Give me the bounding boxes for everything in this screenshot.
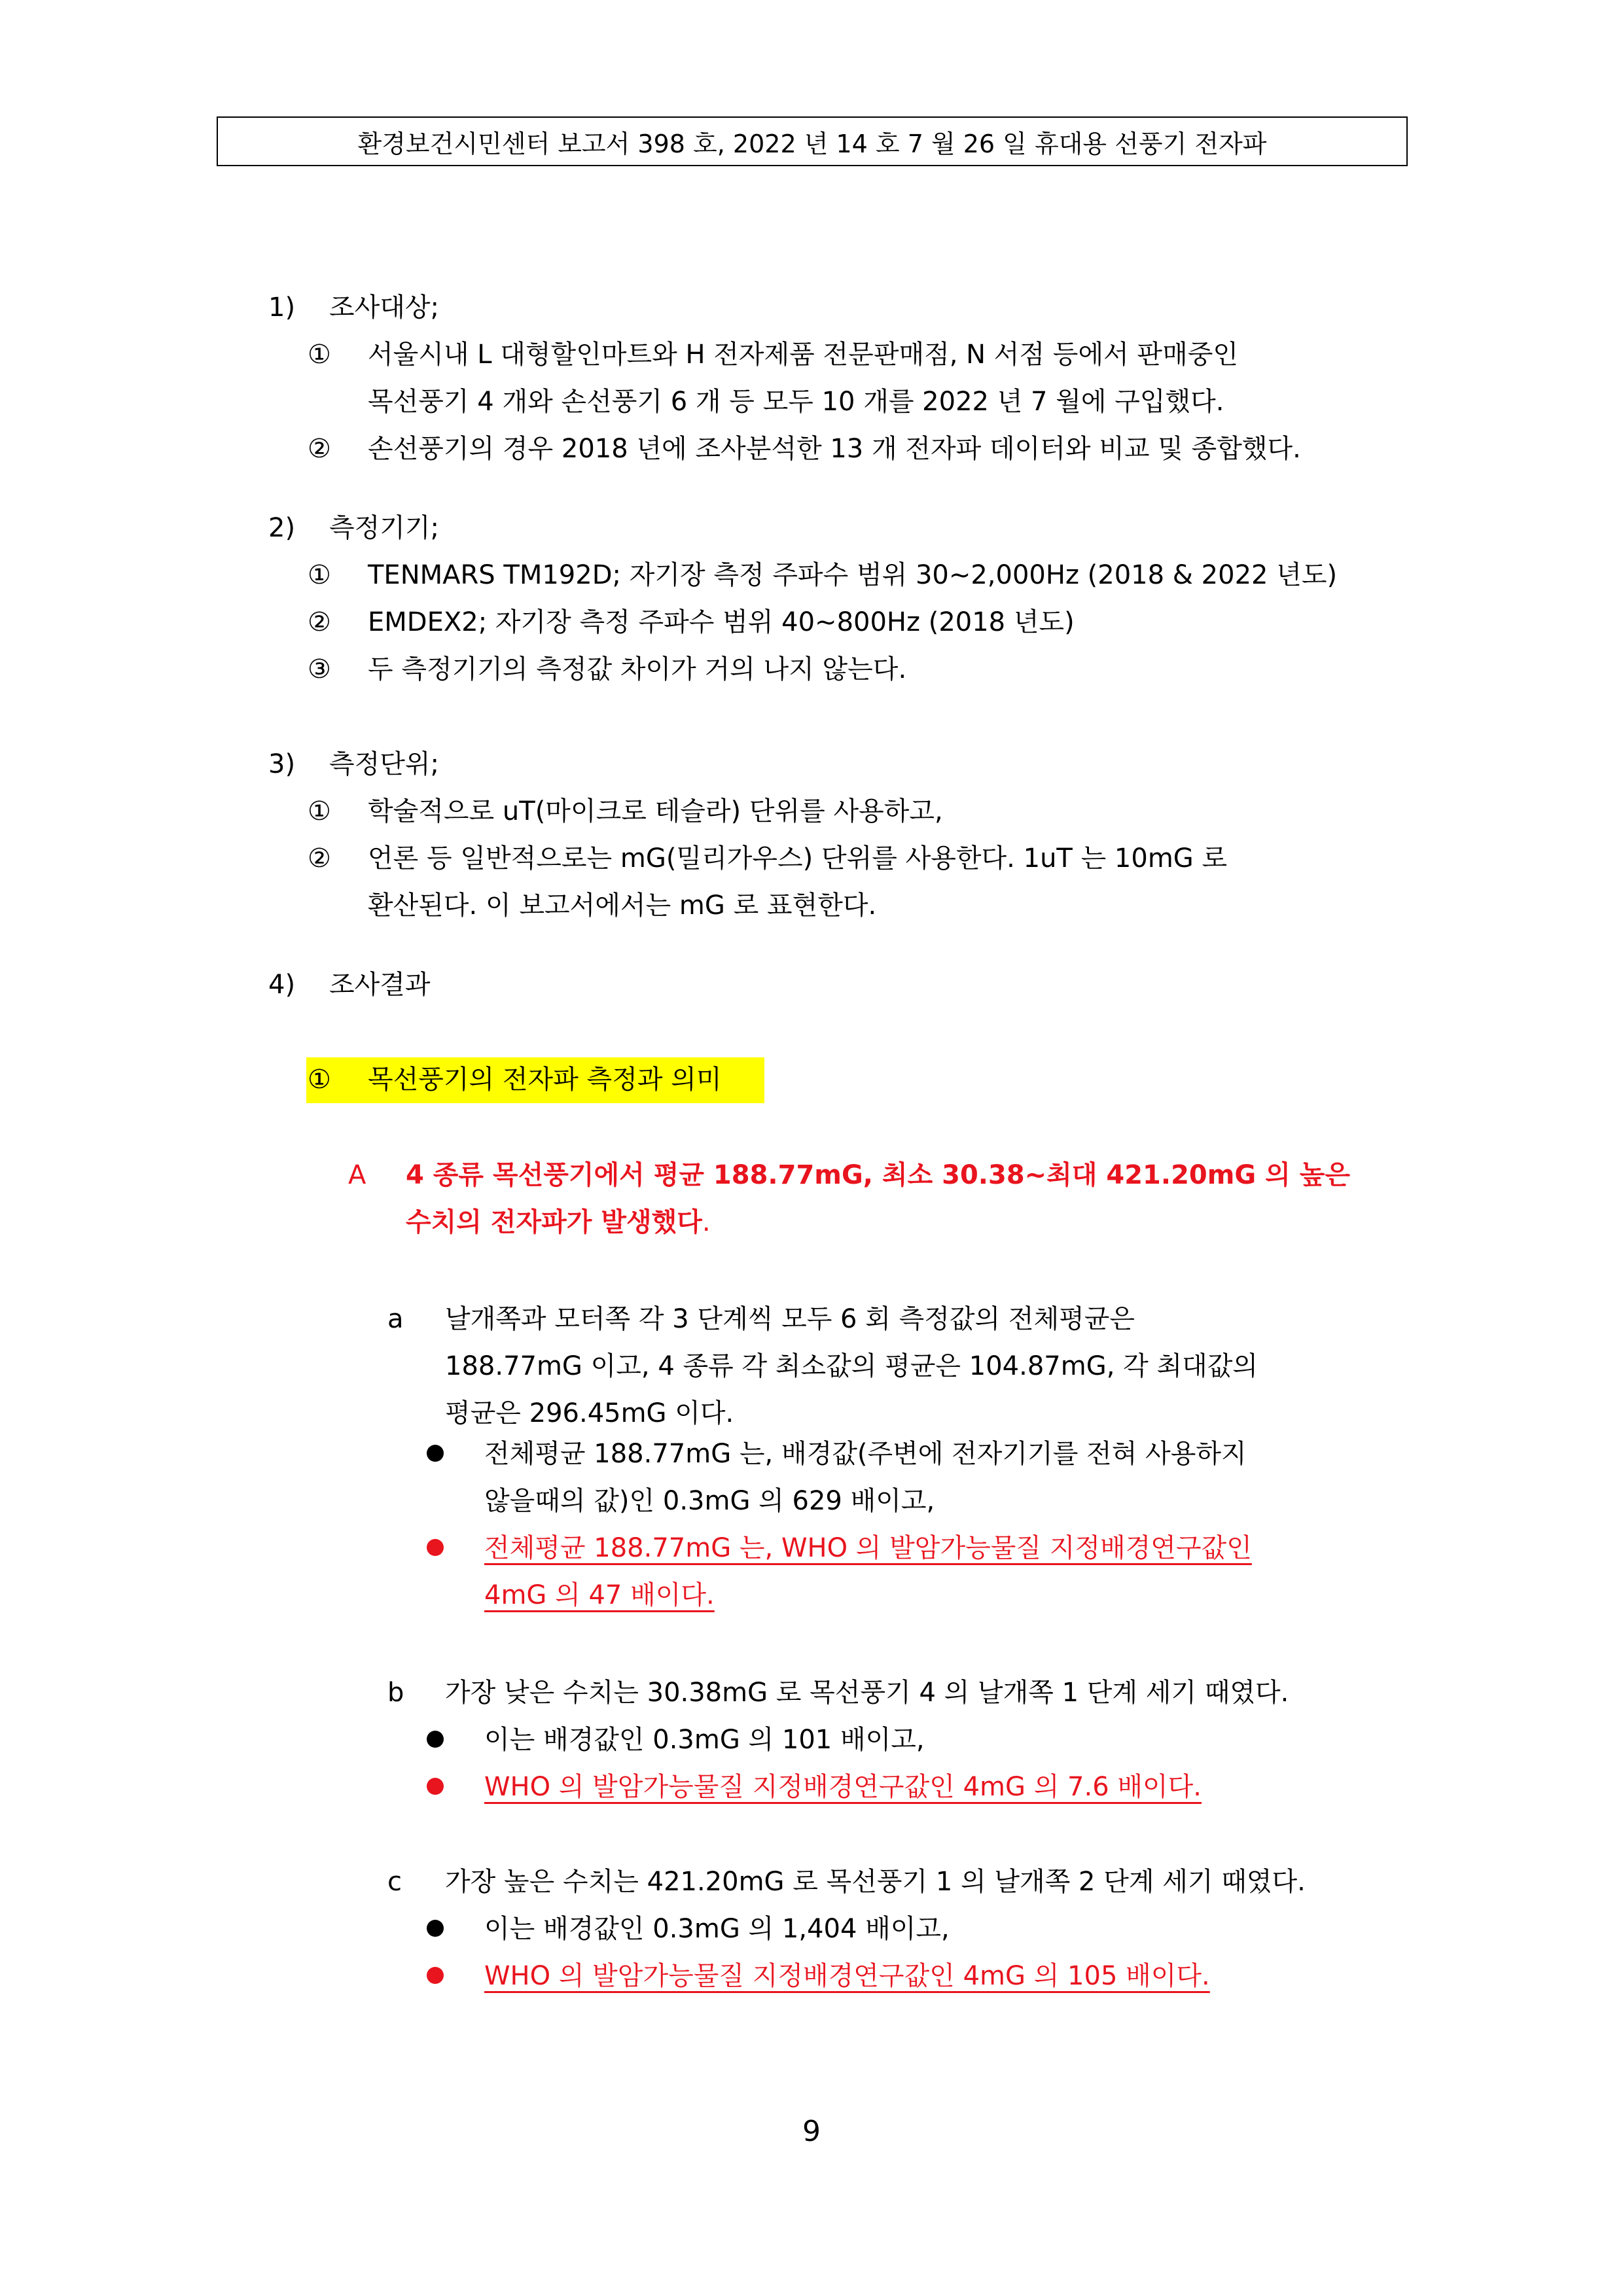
- finding-A-line2: 수치의 전자파가 발생했다: [406, 1207, 702, 1237]
- s2-item2-marker: ②: [308, 607, 331, 637]
- item-a-marker: a: [387, 1304, 404, 1334]
- item-b-marker: b: [387, 1678, 404, 1708]
- s3-item1-line1: 학술적으로 uT(마이크로 테슬라) 단위를 사용하고,: [368, 796, 943, 826]
- s1-item2-line1: 손선풍기의 경우 2018 년에 조사분석한 13 개 전자파 데이터와 비교 및 종합했다.: [368, 434, 1301, 464]
- s2-item3-line1: 두 측정기기의 측정값 차이가 거의 나지 않는다.: [368, 654, 907, 684]
- s1-item1-line1: 서울시내 L 대형할인마트와 H 전자제품 전문판매점, N 서점 등에서 판매중인: [368, 340, 1238, 370]
- s4-sub-title: 목선풍기의 전자파 측정과 의미: [368, 1065, 722, 1095]
- section-1-number: 1): [268, 292, 296, 323]
- section-1-title: 조사대상;: [329, 292, 440, 323]
- bullet-icon: [427, 1778, 444, 1795]
- item-a-bullet1-line2: 않을때의 값)인 0.3mG 의 629 배이고,: [484, 1486, 935, 1516]
- item-c-line1: 가장 높은 수치는 421.20mG 로 목선풍기 1 의 날개쪽 2 단계 세기 때였다.: [445, 1867, 1306, 1897]
- report-header: [217, 116, 1408, 166]
- bullet-icon: [427, 1445, 444, 1462]
- s2-item2-line1: EMDEX2; 자기장 측정 주파수 범위 40~800Hz (2018 년도): [368, 607, 1075, 637]
- bullet-icon: [427, 1967, 444, 1984]
- s3-item2-line2: 환산된다. 이 보고서에서는 mG 로 표현한다.: [368, 891, 877, 921]
- s1-item1-marker: ①: [308, 340, 331, 370]
- header-title: 환경보건시민센터 보고서 398 호, 2022 년 14 호 7 월 26 일 휴대용 선풍기 전자파: [357, 129, 1267, 158]
- section-2-title: 측정기기;: [329, 513, 440, 543]
- finding-A-marker: A: [348, 1160, 366, 1190]
- s3-item1-marker: ①: [308, 796, 331, 826]
- section-4-number: 4): [268, 970, 296, 1000]
- bullet-icon: [427, 1920, 444, 1937]
- item-a-bullet2-line2: 4mG 의 47 배이다.: [484, 1580, 715, 1610]
- s2-item3-marker: ③: [308, 654, 331, 684]
- s4-sub-marker: ①: [308, 1065, 331, 1095]
- finding-A-line2-period: .: [702, 1207, 711, 1237]
- s1-item2-marker: ②: [308, 434, 331, 464]
- item-c-bullet1: 이는 배경값인 0.3mG 의 1,404 배이고,: [484, 1914, 950, 1944]
- s3-item2-line1: 언론 등 일반적으로는 mG(밀리가우스) 단위를 사용한다. 1uT 는 10mG 로: [368, 843, 1228, 874]
- item-c-marker: c: [387, 1867, 402, 1897]
- s1-item1-line2: 목선풍기 4 개와 손선풍기 6 개 등 모두 10 개를 2022 년 7 월에 구입했다.: [368, 387, 1224, 417]
- item-a-line1: 날개쪽과 모터쪽 각 3 단계씩 모두 6 회 측정값의 전체평균은: [445, 1304, 1135, 1334]
- item-b-line1: 가장 낮은 수치는 30.38mG 로 목선풍기 4 의 날개쪽 1 단계 세기 때였다.: [445, 1678, 1289, 1708]
- item-b-bullet2: WHO 의 발암가능물질 지정배경연구값인 4mG 의 7.6 배이다.: [484, 1772, 1202, 1802]
- item-c-bullet2: WHO 의 발암가능물질 지정배경연구값인 4mG 의 105 배이다.: [484, 1961, 1210, 1991]
- s3-item2-marker: ②: [308, 843, 331, 874]
- section-4-title: 조사결과: [329, 970, 431, 1000]
- finding-A-line1: 4 종류 목선풍기에서 평균 188.77mG, 최소 30.38~최대 421.20mG 의 높은: [406, 1160, 1351, 1190]
- section-3-title: 측정단위;: [329, 749, 440, 779]
- bullet-icon: [427, 1539, 444, 1556]
- bullet-icon: [427, 1731, 444, 1748]
- item-a-line3: 평균은 296.45mG 이다.: [445, 1398, 734, 1428]
- section-2-number: 2): [268, 513, 296, 543]
- item-a-bullet2-line1: 전체평균 188.77mG 는, WHO 의 발암가능물질 지정배경연구값인: [484, 1533, 1252, 1563]
- item-a-bullet1-line1: 전체평균 188.77mG 는, 배경값(주변에 전자기기를 전혀 사용하지: [484, 1439, 1247, 1469]
- s2-item1-line1: TENMARS TM192D; 자기장 측정 주파수 범위 30~2,000Hz (2018 & 2022 년도): [368, 560, 1338, 590]
- section-3-number: 3): [268, 749, 296, 779]
- item-a-line2: 188.77mG 이고, 4 종류 각 최소값의 평균은 104.87mG, 각 최대값의: [445, 1351, 1258, 1381]
- item-b-bullet1: 이는 배경값인 0.3mG 의 101 배이고,: [484, 1725, 925, 1755]
- page-number: 9: [802, 2115, 821, 2148]
- s2-item1-marker: ①: [308, 560, 331, 590]
- finding-A-line2-wrap: [406, 1204, 711, 1241]
